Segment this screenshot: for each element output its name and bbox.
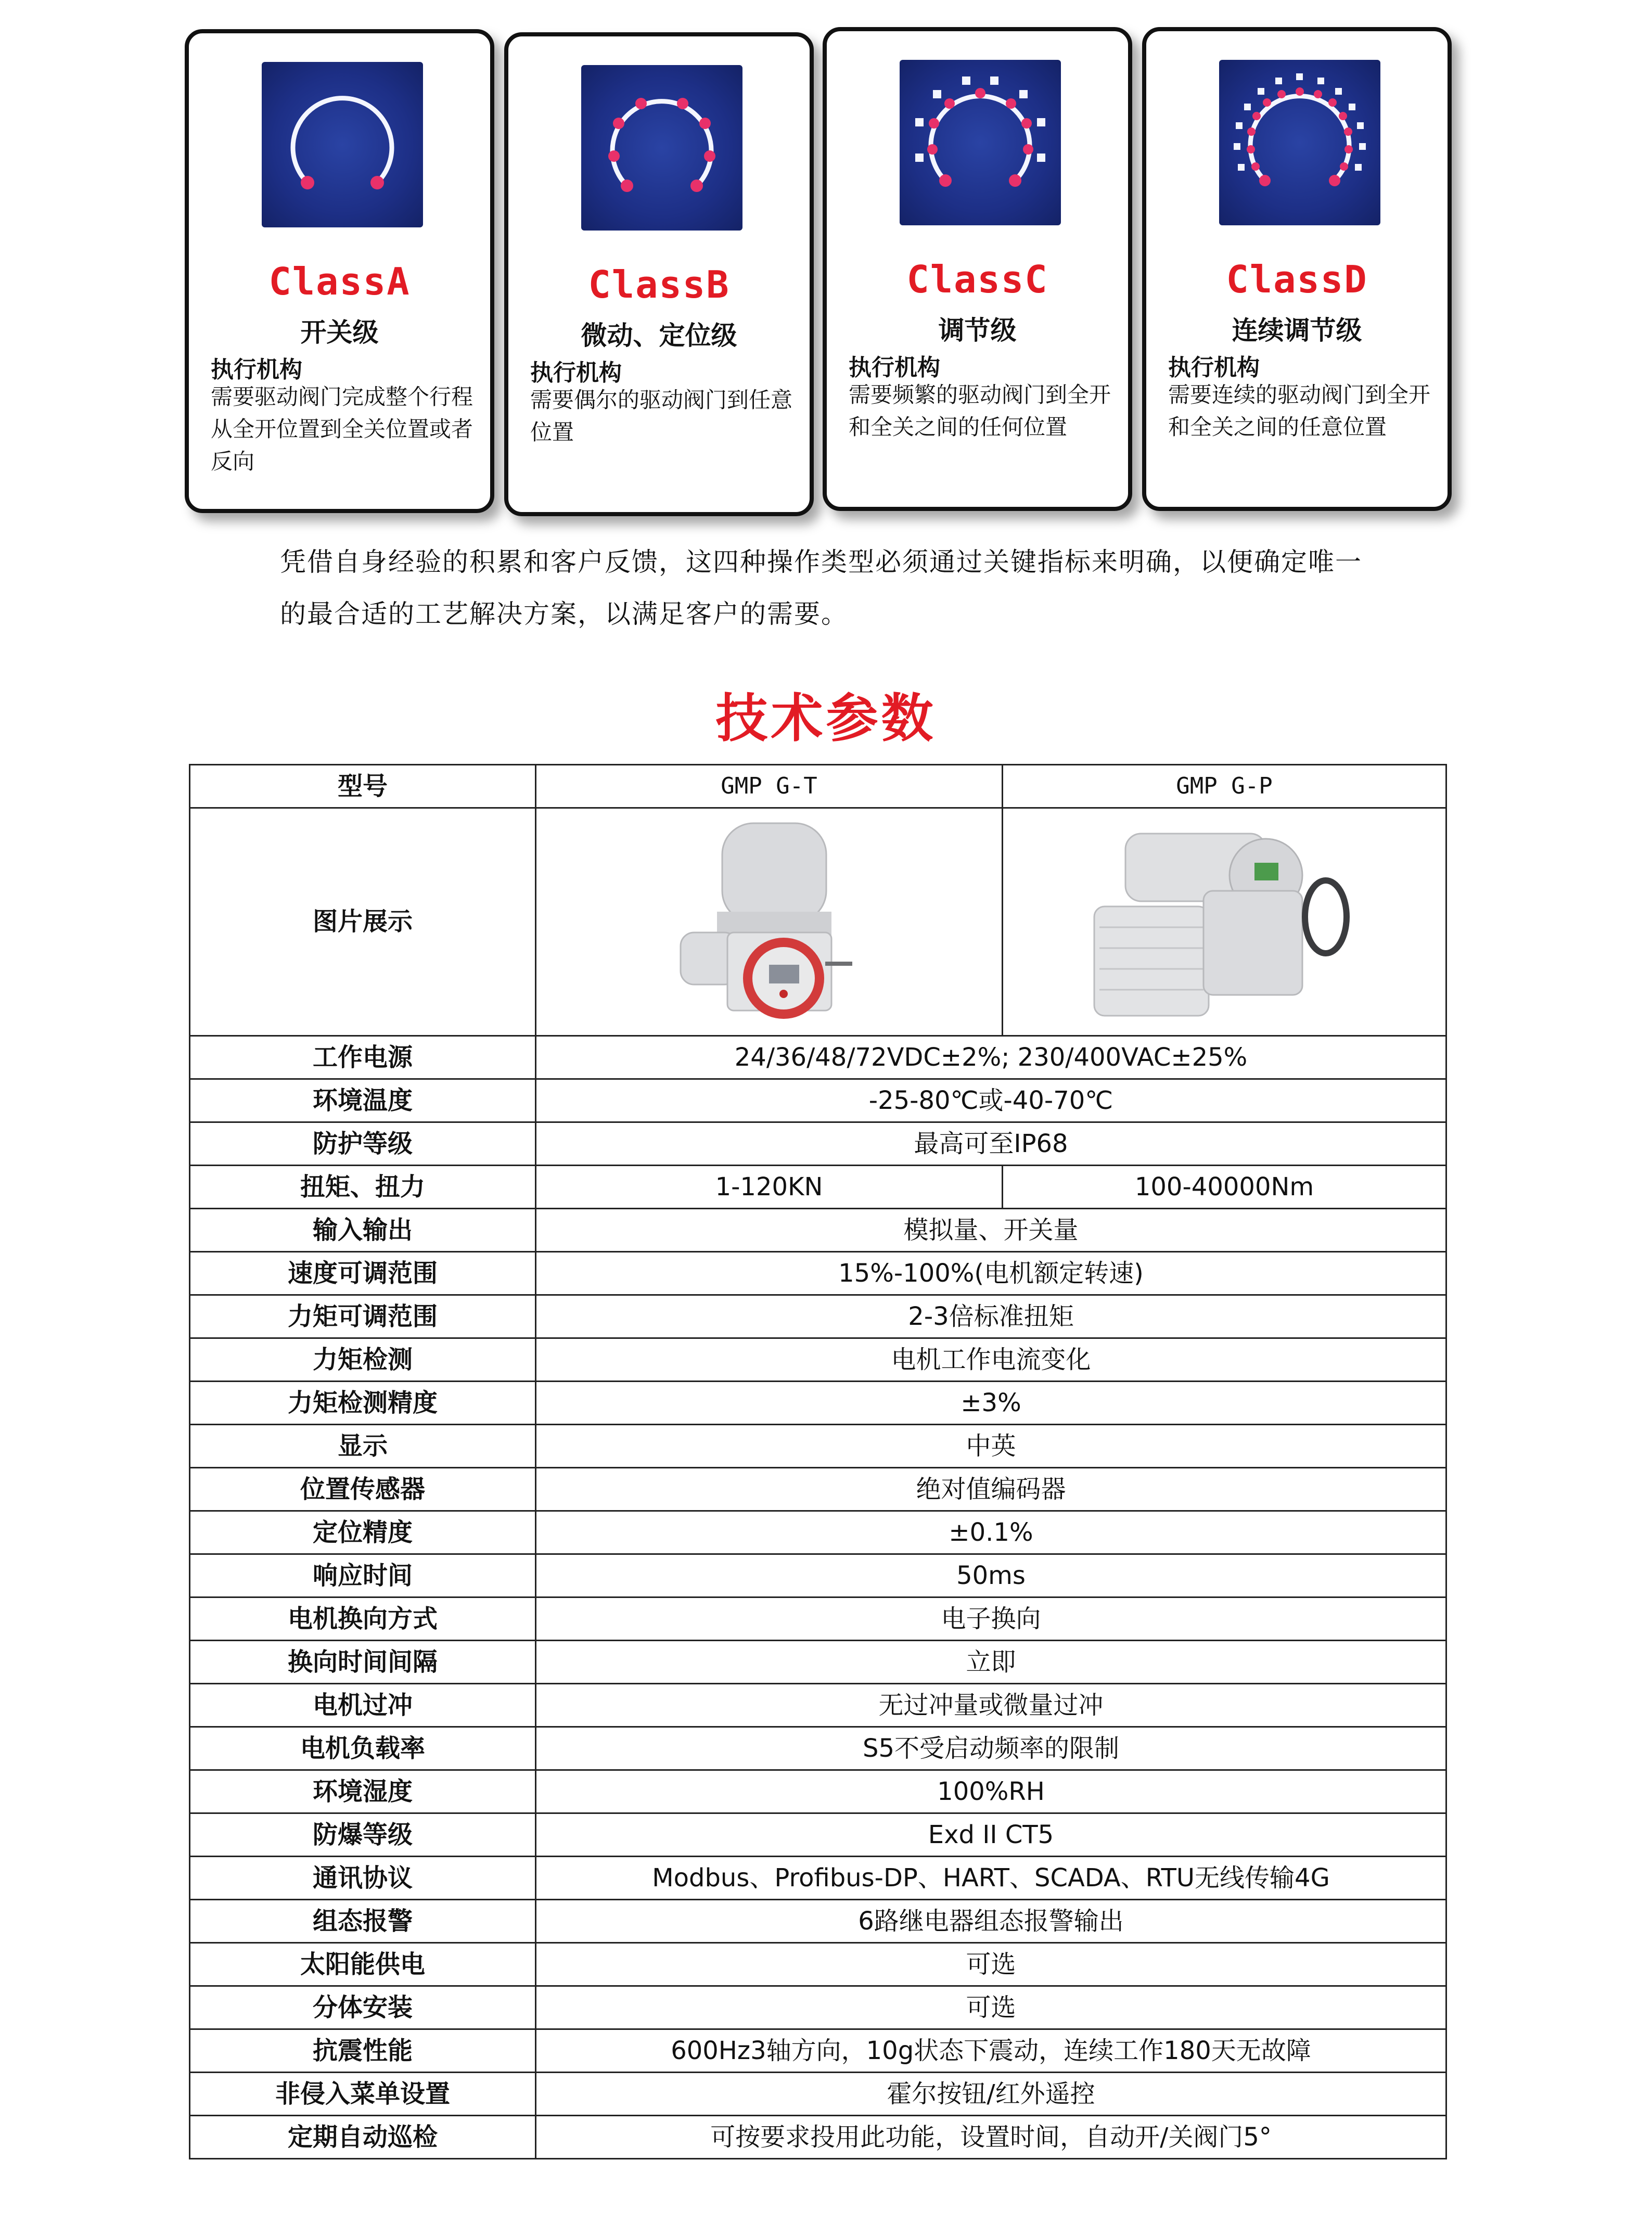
table-row [190,1036,1446,1079]
row-value: 可选 [536,1986,1446,2029]
row-value: Modbus、Profibus-DP、HART、SCADA、RTU无线传输4G [536,1857,1446,1900]
row-label: 速度可调范围 [190,1252,536,1295]
row-label: 环境温度 [190,1079,536,1122]
class-heading: 执行机构 [530,360,622,386]
arc-two-markers-icon [262,62,423,227]
row-value: 2-3倍标准扭矩 [536,1295,1446,1338]
class-card-d [1142,27,1452,511]
class-heading: 执行机构 [1168,354,1260,381]
model-name: GMP G-T [536,765,1003,808]
table-row [190,1252,1446,1295]
class-description: 需要连续的驱动阀门到全开和全关之间的任意位置 [1168,382,1431,440]
class-name: ClassC [906,258,1048,301]
row-value: 无过冲量或微量过冲 [536,1684,1446,1727]
row-value: 电机工作电流变化 [536,1338,1446,1382]
class-level: 连续调节级 [1232,315,1362,346]
row-label: 显示 [190,1425,536,1468]
row-label: 环境湿度 [190,1770,536,1813]
section-title: 技术参数 [715,688,937,749]
table-row [190,1727,1446,1770]
product-image-gt [536,808,1003,1036]
actuator-gt-image [660,813,878,1031]
table-row [190,1900,1446,1943]
table-row [190,1986,1446,2029]
row-label: 图片展示 [190,808,536,1036]
table-row [190,1209,1446,1252]
row-value: 15%-100%(电机额定转速) [536,1252,1446,1295]
table-row [190,1382,1446,1425]
table-row [190,1641,1446,1684]
row-value: 24/36/48/72VDC±2%; 230/400VAC±25% [536,1036,1446,1079]
row-label: 太阳能供电 [190,1943,536,1986]
class-heading: 执行机构 [211,356,302,383]
row-value: 最高可至IP68 [536,1122,1446,1166]
row-label: 位置传感器 [190,1468,536,1511]
table-row [190,765,1446,808]
table-row [190,1295,1446,1338]
row-value: 可选 [536,1943,1446,1986]
class-description: 需要频繁的驱动阀门到全开和全关之间的任何位置 [849,382,1111,440]
class-name: ClassB [588,263,730,306]
row-label: 扭矩、扭力 [190,1166,536,1209]
row-value: 600Hz3轴方向，10g状态下震动，连续工作180天无故障 [536,2029,1446,2073]
row-label: 抗震性能 [190,2029,536,2073]
class-cards [185,27,1454,514]
class-card-a [185,29,494,513]
row-label: 防爆等级 [190,1813,536,1857]
row-value: Exd II CT5 [536,1813,1446,1857]
row-label: 工作电源 [190,1036,536,1079]
row-label: 换向时间间隔 [190,1641,536,1684]
table-row [190,1122,1446,1166]
row-label: 型号 [190,765,536,808]
table-row [190,1943,1446,1986]
row-label: 响应时间 [190,1554,536,1597]
table-row [190,2073,1446,2116]
table-row [190,1425,1446,1468]
table-row [190,1857,1446,1900]
class-level: 微动、定位级 [581,321,737,351]
row-value: 6路继电器组态报警输出 [536,1900,1446,1943]
row-label: 分体安装 [190,1986,536,2029]
row-label: 电机换向方式 [190,1597,536,1641]
table-row [190,1813,1446,1857]
class-level: 调节级 [938,315,1017,346]
row-label: 输入输出 [190,1209,536,1252]
row-label: 组态报警 [190,1900,536,1943]
table-row [190,808,1446,1036]
intro-paragraph: 凭借自身经验的积累和客户反馈，这四种操作类型必须通过关键指标来明确，以便确定唯一的最合适的工艺解决方案，以满足客户的需要。 [280,547,1362,629]
row-label: 电机负载率 [190,1727,536,1770]
actuator-gp-image [1079,813,1370,1031]
row-value: -25-80℃或-40-70℃ [536,1079,1446,1122]
row-value: 中英 [536,1425,1446,1468]
class-card-b [504,32,814,516]
table-row [190,2116,1446,2159]
row-value: 电子换向 [536,1597,1446,1641]
row-label: 定位精度 [190,1511,536,1554]
class-name: ClassA [268,260,411,303]
arc-dense-markers-icon [1219,60,1380,225]
class-description: 需要驱动阀门完成整个行程从全开位置到全关位置或者反向 [211,384,473,474]
arc-many-markers-icon [900,60,1061,225]
table-row [190,1511,1446,1554]
class-card-c [823,27,1132,511]
row-value: ±0.1% [536,1511,1446,1554]
row-value: 可按要求投用此功能，设置时间，自动开/关阀门5° [536,2116,1446,2159]
row-value: 霍尔按钮/红外遥控 [536,2073,1446,2116]
row-value: 模拟量、开关量 [536,1209,1446,1252]
row-label: 防护等级 [190,1122,536,1166]
table-row [190,1079,1446,1122]
row-value: 立即 [536,1641,1446,1684]
class-heading: 执行机构 [849,354,940,381]
table-row [190,1554,1446,1597]
row-value: 绝对值编码器 [536,1468,1446,1511]
table-row [190,2029,1446,2073]
class-name: ClassD [1226,258,1368,301]
class-description: 需要偶尔的驱动阀门到任意位置 [530,387,793,445]
product-image-gp [1003,808,1446,1036]
row-value: ±3% [536,1382,1446,1425]
table-row [190,1166,1446,1209]
table-row [190,1338,1446,1382]
table-row [190,1770,1446,1813]
row-label: 定期自动巡检 [190,2116,536,2159]
spec-table [189,764,1447,2159]
row-label: 非侵入菜单设置 [190,2073,536,2116]
table-row [190,1468,1446,1511]
row-value: S5不受启动频率的限制 [536,1727,1446,1770]
row-label: 力矩可调范围 [190,1295,536,1338]
row-label: 通讯协议 [190,1857,536,1900]
row-value: 50ms [536,1554,1446,1597]
row-value: 100-40000Nm [1003,1166,1446,1209]
arc-several-markers-icon [581,65,742,231]
table-row [190,1684,1446,1727]
row-label: 电机过冲 [190,1684,536,1727]
row-label: 力矩检测精度 [190,1382,536,1425]
model-name: GMP G-P [1003,765,1446,808]
class-level: 开关级 [300,317,379,348]
row-label: 力矩检测 [190,1338,536,1382]
table-row [190,1597,1446,1641]
row-value: 1-120KN [536,1166,1003,1209]
row-value: 100%RH [536,1770,1446,1813]
